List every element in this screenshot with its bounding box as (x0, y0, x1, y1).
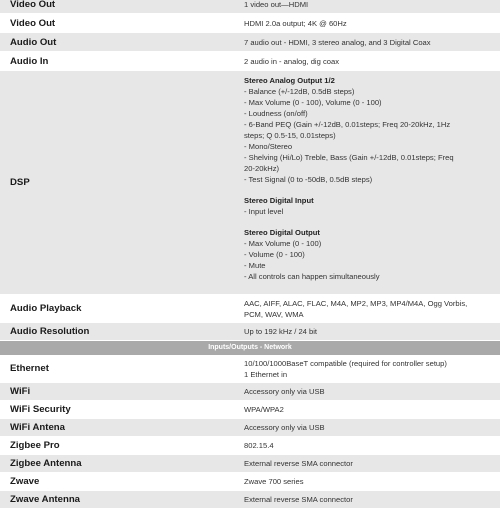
spec-label: WiFi (10, 386, 31, 397)
dsp-line: - All controls can happen simultaneously (244, 272, 380, 281)
dsp-group-title: Stereo Digital Output (244, 228, 320, 237)
dsp-line: - Mute (244, 261, 266, 270)
dsp-line: - Max Volume (0 - 100), Volume (0 - 100) (244, 98, 382, 107)
spec-value-line: 802.15.4 (244, 441, 274, 450)
dsp-group-digital-input (244, 195, 492, 217)
dsp-line: - 6-Band PEQ (Gain +/-12dB, 0.01steps; Freq 20-20kHz, 1Hz (244, 120, 451, 129)
dsp-line: - Max Volume (0 - 100) (244, 239, 322, 248)
dsp-group-digital-output (244, 227, 492, 282)
spec-label: Zigbee Pro (10, 440, 60, 451)
spec-row (0, 0, 500, 14)
spec-value-line: 7 audio out - HDMI, 3 stereo analog, and 3 Digital Coax (244, 37, 431, 47)
dsp-line: steps; Q 0.5-15, 0.01steps) (244, 131, 336, 140)
spec-row (0, 323, 500, 341)
spec-label: Video Out (10, 0, 56, 10)
spec-row-dsp (0, 71, 500, 295)
dsp-line: - Input level (244, 207, 284, 216)
spec-value-line: Up to 192 kHz / 24 bit (244, 327, 318, 336)
spec-label: Zwave (10, 476, 40, 487)
spec-label: Audio Playback (10, 303, 82, 314)
spec-row (0, 295, 500, 323)
dsp-group-analog (244, 75, 492, 185)
dsp-line: - Loudness (on/off) (244, 109, 308, 118)
spec-row (0, 14, 500, 33)
dsp-line: - Volume (0 - 100) (244, 250, 305, 259)
spec-label: WiFi Antena (10, 422, 65, 433)
spec-value-line: External reverse SMA connector (244, 495, 353, 504)
section-header-network: Inputs/Outputs - Network (0, 341, 500, 355)
spec-value (234, 0, 500, 13)
spec-label: Zigbee Antenna (10, 458, 82, 469)
spec-value-line: HDMI 2.0a output; 4K @ 60Hz (244, 18, 347, 28)
spec-label: Ethernet (10, 363, 49, 374)
spec-row (0, 52, 500, 71)
spec-label: Audio Resolution (10, 326, 90, 337)
dsp-line: - Shelving (Hi/Lo) Treble, Bass (Gain +/-12dB, 0.01steps; Freq (244, 153, 454, 162)
spec-value-line: 1 Ethernet in (244, 369, 288, 379)
spec-row (0, 437, 500, 455)
spec-value (234, 295, 500, 322)
spec-value (234, 52, 500, 70)
spec-value-line: AAC, AIFF, ALAC, FLAC, M4A, MP2, MP3, MP4/M4A, Ogg Vorbis, (244, 298, 468, 308)
spec-row (0, 455, 500, 473)
dsp-group-title: Stereo Digital Input (244, 196, 314, 205)
spec-value-line: 10/100/1000BaseT compatible (required for controller setup) (244, 358, 447, 368)
spec-label: Audio Out (10, 36, 57, 48)
spec-value (234, 419, 500, 436)
spec-label: Audio In (10, 55, 49, 67)
dsp-line: - Test Signal (0 to -50dB, 0.5dB steps) (244, 175, 373, 184)
dsp-line: 20-20kHz) (244, 164, 280, 173)
spec-value (234, 14, 500, 32)
spec-row (0, 33, 500, 52)
spec-value-line: Zwave 700 series (244, 477, 304, 486)
spec-value-line: 2 audio in - analog, dig coax (244, 56, 339, 66)
spec-value (234, 355, 500, 382)
spec-value-line: 1 video out—HDMI (244, 0, 309, 9)
dsp-line: - Mono/Stereo (244, 142, 293, 151)
spec-value (234, 455, 500, 472)
spec-value-line: WPA/WPA2 (244, 405, 284, 414)
spec-label: Zwave Antenna (10, 494, 81, 505)
spec-row (0, 473, 500, 491)
spec-value (234, 33, 500, 51)
spec-row (0, 401, 500, 419)
spec-value-line: PCM, WAV, WMA (244, 309, 304, 319)
spec-label: Video Out (10, 17, 56, 29)
spec-label: DSP (10, 177, 30, 188)
spec-row (0, 383, 500, 401)
spec-value (234, 401, 500, 418)
spec-row (0, 491, 500, 509)
spec-label: WiFi Security (10, 404, 71, 415)
spec-row (0, 419, 500, 437)
dsp-value (234, 71, 500, 294)
spec-value (234, 383, 500, 400)
spec-row (0, 355, 500, 383)
spec-value (234, 437, 500, 454)
spec-value-line: External reverse SMA connector (244, 459, 353, 468)
dsp-group-title: Stereo Analog Output 1/2 (244, 76, 335, 85)
spec-value-line: Accessory only via USB (244, 387, 325, 396)
dsp-line: - Balance (+/-12dB, 0.5dB steps) (244, 87, 355, 96)
spec-value-line: Accessory only via USB (244, 423, 325, 432)
spec-value (234, 323, 500, 340)
spec-value (234, 473, 500, 490)
